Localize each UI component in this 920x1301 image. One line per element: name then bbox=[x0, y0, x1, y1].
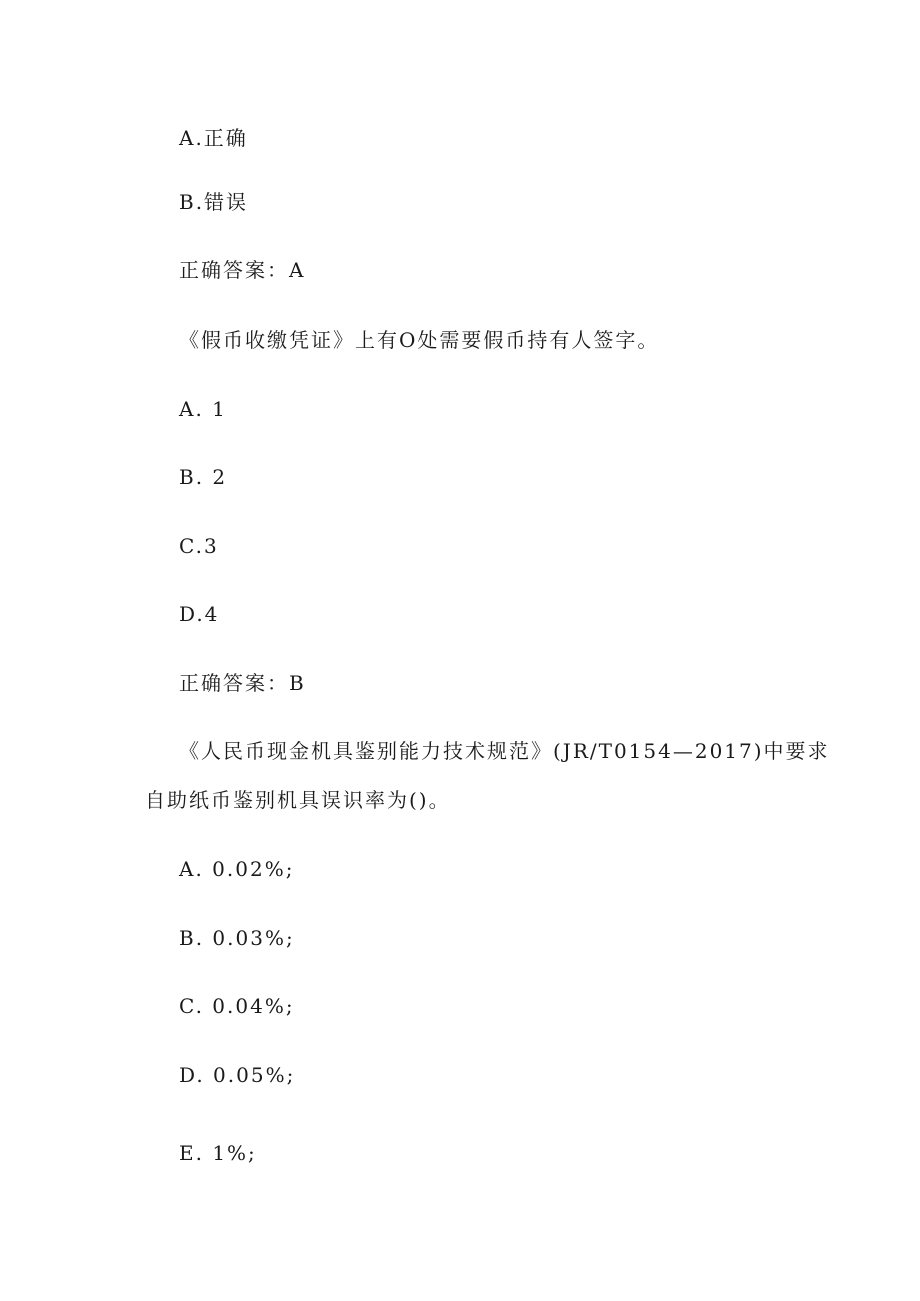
question-text-line-2: 自助纸币鉴别机具误识率为()。 bbox=[145, 788, 451, 812]
option-a: A. 0.02%; bbox=[179, 857, 295, 881]
option-a: A. 1 bbox=[179, 397, 227, 421]
option-d: D. 0.05%; bbox=[179, 1063, 296, 1087]
option-c: C. 0.04%; bbox=[179, 994, 295, 1018]
option-d: D.4 bbox=[179, 602, 220, 626]
correct-answer: 正确答案：A bbox=[179, 258, 306, 282]
option-b: B.错误 bbox=[179, 190, 249, 214]
correct-answer: 正确答案：B bbox=[179, 671, 306, 695]
option-b: B. 2 bbox=[179, 465, 228, 489]
question-text-line-1: 《人民币现金机具鉴别能力技术规范》(JR/T0154—2017)中要求 bbox=[179, 739, 830, 763]
option-c: C.3 bbox=[179, 534, 219, 558]
option-a: A.正确 bbox=[179, 126, 248, 150]
question-text: 《假币收缴凭证》上有O处需要假币持有人签字。 bbox=[179, 328, 660, 352]
option-e: E. 1%; bbox=[179, 1141, 257, 1165]
option-b: B. 0.03%; bbox=[179, 926, 295, 950]
